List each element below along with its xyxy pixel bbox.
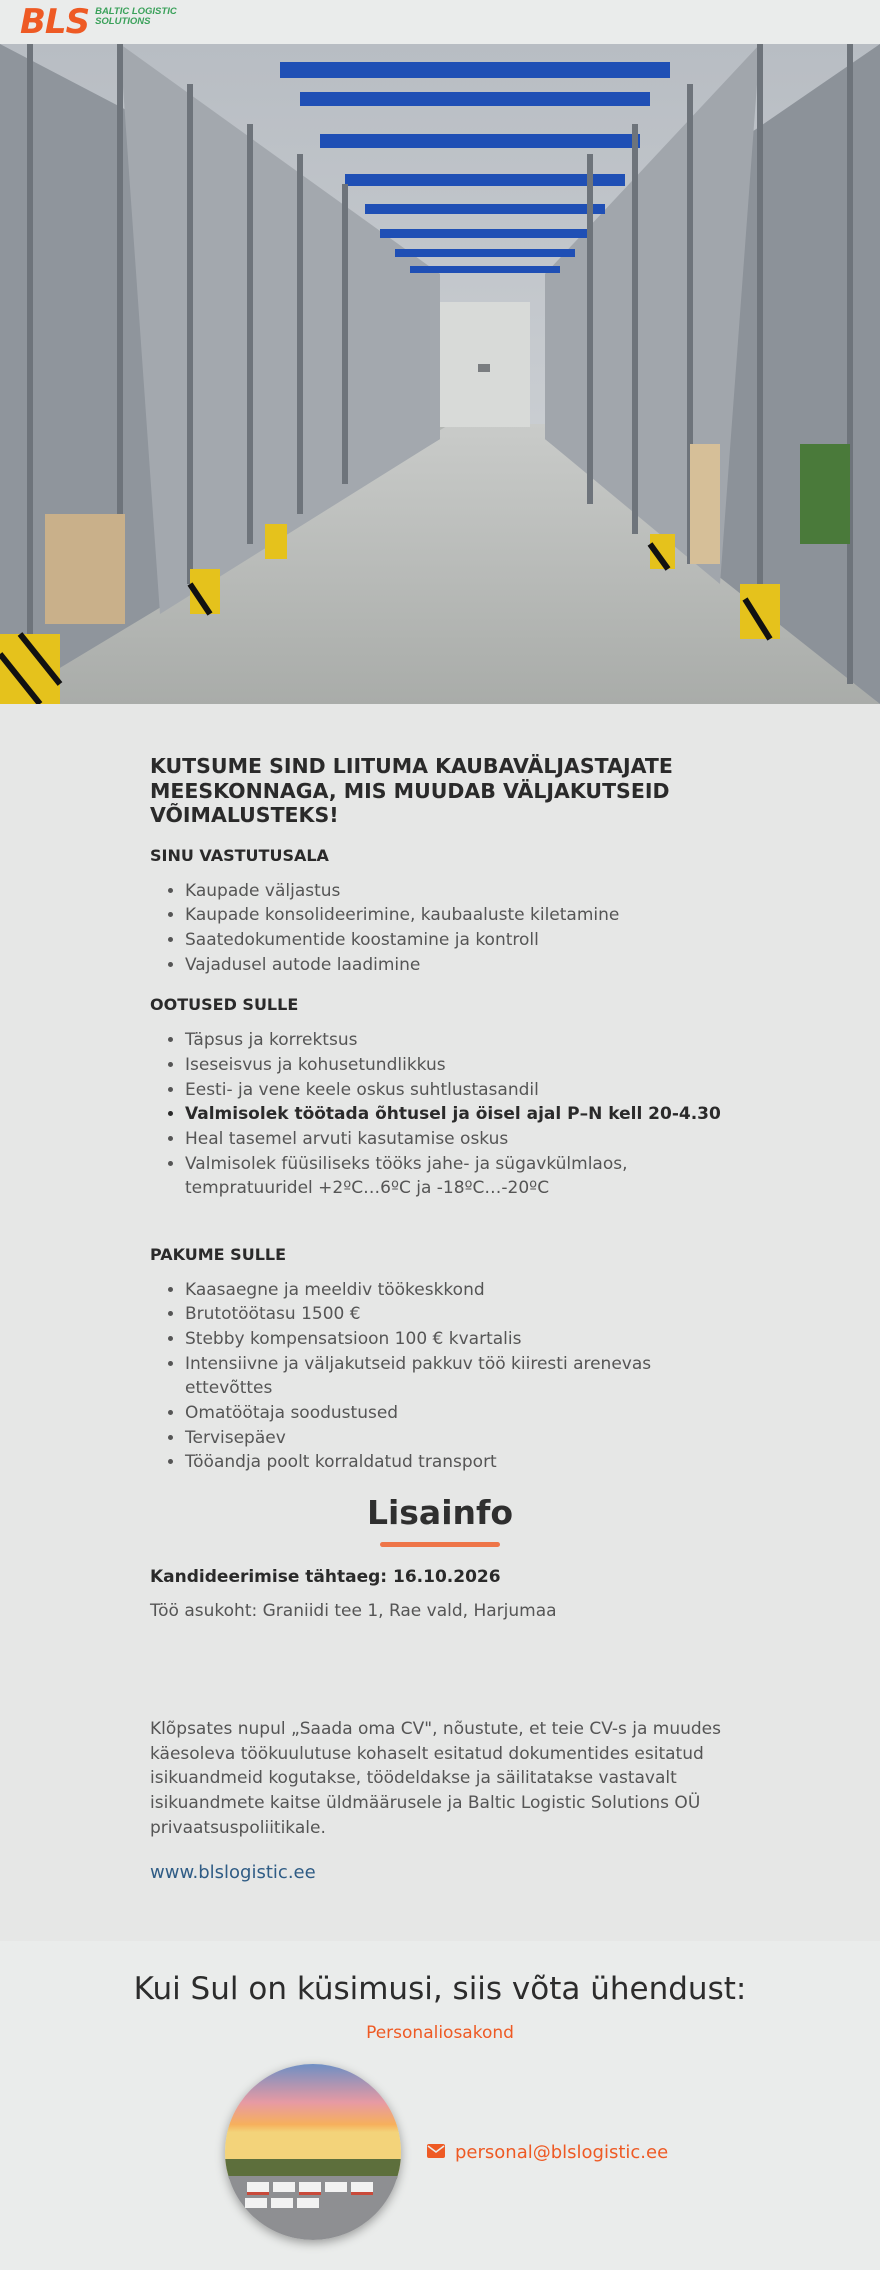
privacy-notice: Klõpsates nupul „Saada oma CV", nõustute, et teie CV-s ja muudes käesoleva töökuulutuse kohaselt esitatud dokumentides esitatud isikuandmeid kogutakse, töödeldakse ja säilitatakse vastavalt isikuandmete kaitse üldmäärusele ja Baltic Logistic Solutions OÜ privaatsuspoliitikale.: [150, 1718, 721, 1838]
logo-text-line2: SOLUTIONS: [95, 16, 151, 27]
info-title: Lisainfo: [366, 1492, 514, 1532]
list-item: • Omatöötaja soodustused: [185, 1401, 730, 1426]
list-item: • Tööandja poolt korraldatud transport: [185, 1450, 730, 1475]
envelope-icon: [427, 2142, 445, 2163]
logo-mark: BLS: [20, 2, 90, 42]
job-content: [150, 704, 730, 1883]
list-item: • Kaasaegne ja meeldiv töökeskkond: [185, 1278, 730, 1303]
list-item: • Brutotöötasu 1500 €: [185, 1302, 730, 1327]
contact-row: [225, 2064, 668, 2240]
email-link[interactable]: [427, 2142, 668, 2163]
warehouse-hero-image: [0, 44, 880, 704]
list-item: • Kaupade väljastus: [185, 879, 730, 904]
list-item: • Vajadusel autode laadimine: [185, 953, 730, 978]
responsibilities-title: SINU VASTUTUSALA: [150, 845, 329, 865]
info-section-header: [150, 1493, 730, 1547]
list-item: • Heal tasemel arvuti kasutamise oskus: [185, 1127, 730, 1152]
list-item: • Tervisepäev: [185, 1426, 730, 1451]
bls-logo[interactable]: [20, 2, 177, 42]
list-item: • Iseseisvus ja kohusetundlikkus: [185, 1053, 730, 1078]
logo-text-line1: BALTIC LOGISTIC: [95, 6, 177, 18]
list-item: • Eesti- ja vene keele oskus suhtlustasandil: [185, 1078, 730, 1103]
list-item: • Stebby kompensatsioon 100 € kvartalis: [185, 1327, 730, 1352]
title-underline: [380, 1542, 500, 1547]
expectations-title: OOTUSED SULLE: [150, 995, 299, 1015]
website-link[interactable]: www.blslogistic.ee: [150, 1862, 316, 1884]
offer-title: PAKUME SULLE: [150, 1244, 287, 1264]
list-item-highlight: • Valmisolek töötada õhtusel ja öisel ajal P–N kell 20-4.30: [185, 1102, 730, 1127]
list-item: • Valmisolek füüsiliseks tööks jahe- ja sügavkülmlaos, tempratuuridel +2ºC…6ºC ja -18ºC…-20ºC: [185, 1152, 730, 1201]
department-label: Personaliosakond: [366, 2023, 514, 2043]
list-item: • Täpsus ja korrektsus: [185, 1028, 730, 1053]
expectations-list: [150, 1028, 730, 1200]
application-deadline: Kandideerimise tähtaeg: 16.10.2026: [150, 1566, 501, 1587]
logistics-terminal-photo: [225, 2064, 401, 2240]
offer-list: [150, 1278, 730, 1475]
intro-heading: KUTSUME SIND LIITUMA KAUBAVÄLJASTAJATE MEESKONNAGA, MIS MUUDAB VÄLJAKUTSEID VÕIMALUSTEKS!: [150, 754, 673, 828]
email-address: personal@blslogistic.ee: [455, 2141, 669, 2163]
contact-heading: Kui Sul on küsimusi, siis võta ühendust:: [133, 1971, 747, 2007]
contact-section: [0, 1941, 880, 2270]
list-item: • Saatedokumentide koostamine ja kontroll: [185, 928, 730, 953]
list-item: • Kaupade konsolideerimine, kaubaaluste kiletamine: [185, 903, 730, 928]
list-item: • Intensiivne ja väljakutseid pakkuv töö kiiresti arenevas ettevõttes: [185, 1352, 730, 1401]
logo-text: [95, 7, 177, 27]
responsibilities-list: [150, 879, 730, 978]
top-bar: [0, 0, 880, 44]
job-location: Töö asukoht: Graniidi tee 1, Rae vald, Harjumaa: [150, 1600, 557, 1621]
